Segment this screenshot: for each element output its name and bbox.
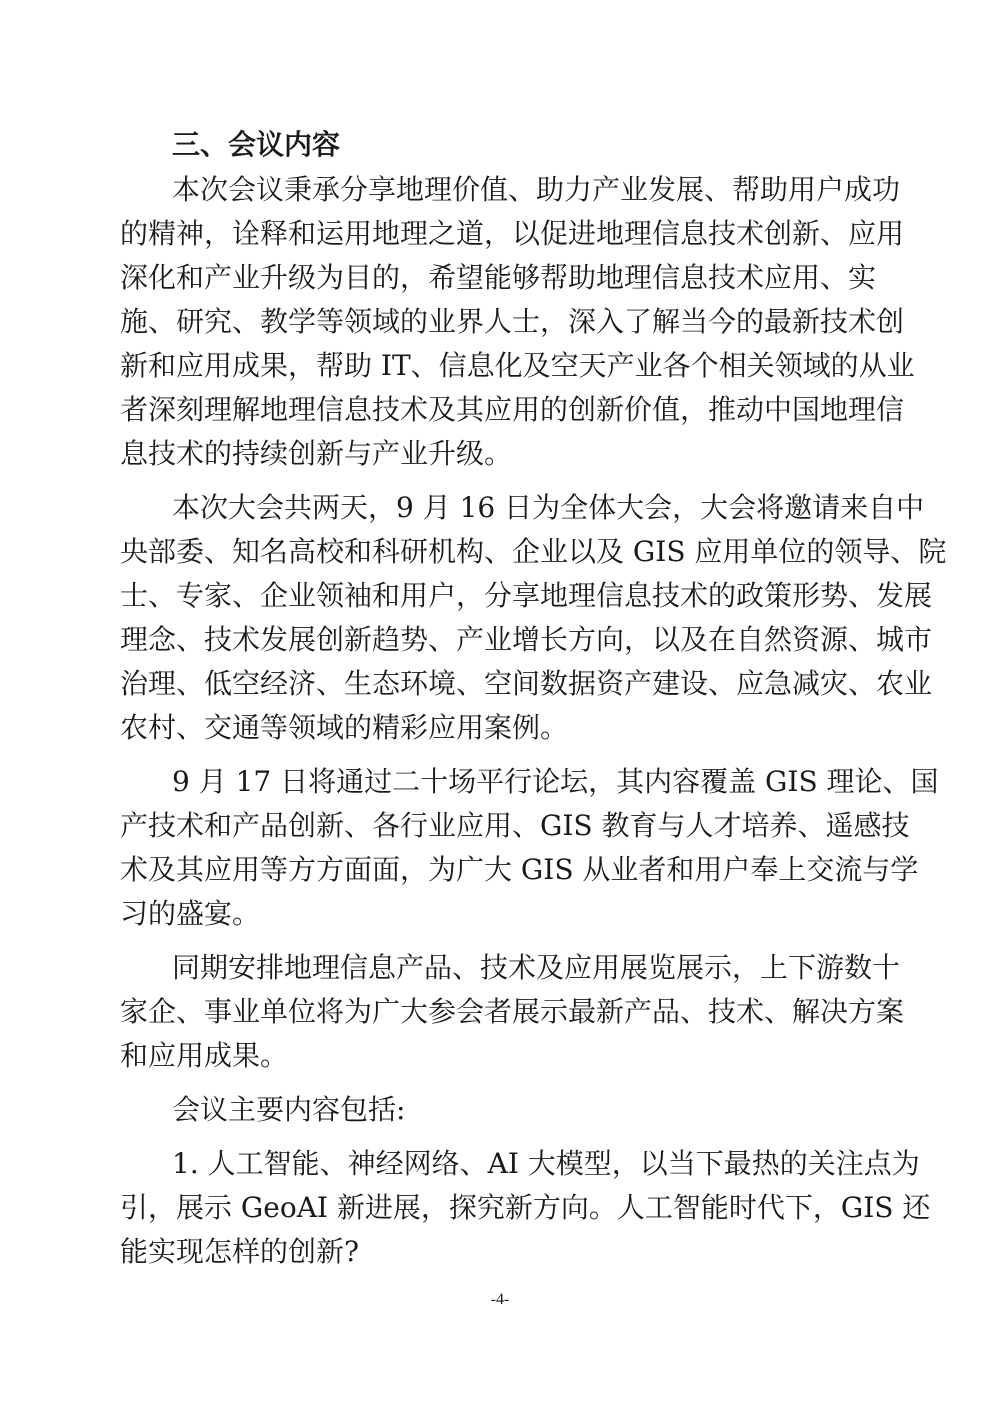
paragraph-1-line-3: 深化和产业升级为目的，希望能够帮助地理信息技术应用、实 [120,261,877,294]
paragraph-1-line-6: 者深刻理解地理信息技术及其应用的创新价值，推动中国地理信 [120,393,905,426]
paragraph-6-line-2: 引，展示 GeoAI 新进展，探究新方向。人工智能时代下，GIS 还 [120,1191,931,1224]
paragraph-1-line-5: 新和应用成果，帮助 IT、信息化及空天产业各个相关领域的从业 [120,349,915,382]
paragraph-3-line-3: 术及其应用等方方面面，为广大 GIS 从业者和用户奉上交流与学 [120,853,919,886]
paragraph-2-line-6: 农村、交通等领域的精彩应用案例。 [120,711,569,744]
paragraph-6-line-3: 能实现怎样的创新? [120,1235,360,1268]
paragraph-1-line-7: 息技术的持续创新与产业升级。 [120,437,513,470]
section-heading: 三、会议内容 [172,128,341,161]
paragraph-3-line-4: 习的盛宴。 [120,897,261,930]
paragraph-2-line-5: 治理、低空经济、生态环境、空间数据资产建设、应急减灾、农业 [120,667,933,700]
paragraph-2-line-4: 理念、技术发展创新趋势、产业增长方向，以及在自然资源、城市 [120,623,933,656]
paragraph-6-line-1: 1. 人工智能、神经网络、AI 大模型，以当下最热的关注点为 [172,1147,920,1180]
paragraph-4-line-2: 家企、事业单位将为广大参会者展示最新产品、技术、解决方案 [120,995,905,1028]
page-number: -4- [490,1291,510,1308]
paragraph-3-line-1: 9 月 17 日将通过二十场平行论坛，其内容覆盖 GIS 理论、国 [172,765,939,798]
paragraph-2-line-3: 士、专家、企业领袖和用户，分享地理信息技术的政策形势、发展 [120,579,933,612]
paragraph-1-line-2: 的精神，诠释和运用地理之道，以促进地理信息技术创新、应用 [120,217,905,250]
paragraph-1-line-4: 施、研究、教学等领域的业界人士，深入了解当今的最新技术创 [120,305,905,338]
paragraph-4-line-3: 和应用成果。 [120,1039,289,1072]
paragraph-2-line-1: 本次大会共两天，9 月 16 日为全体大会，大会将邀请来自中 [172,491,925,524]
paragraph-2-line-2: 央部委、知名高校和科研机构、企业以及 GIS 应用单位的领导、院 [120,535,947,568]
paragraph-4-line-1: 同期安排地理信息产品、技术及应用展览展示，上下游数十 [172,951,901,984]
paragraph-5-line-1: 会议主要内容包括: [172,1093,406,1126]
paragraph-3-line-2: 产技术和产品创新、各行业应用、GIS 教育与人才培养、遥感技 [120,809,910,842]
paragraph-1-line-1: 本次会议秉承分享地理价值、助力产业发展、帮助用户成功 [172,173,901,206]
